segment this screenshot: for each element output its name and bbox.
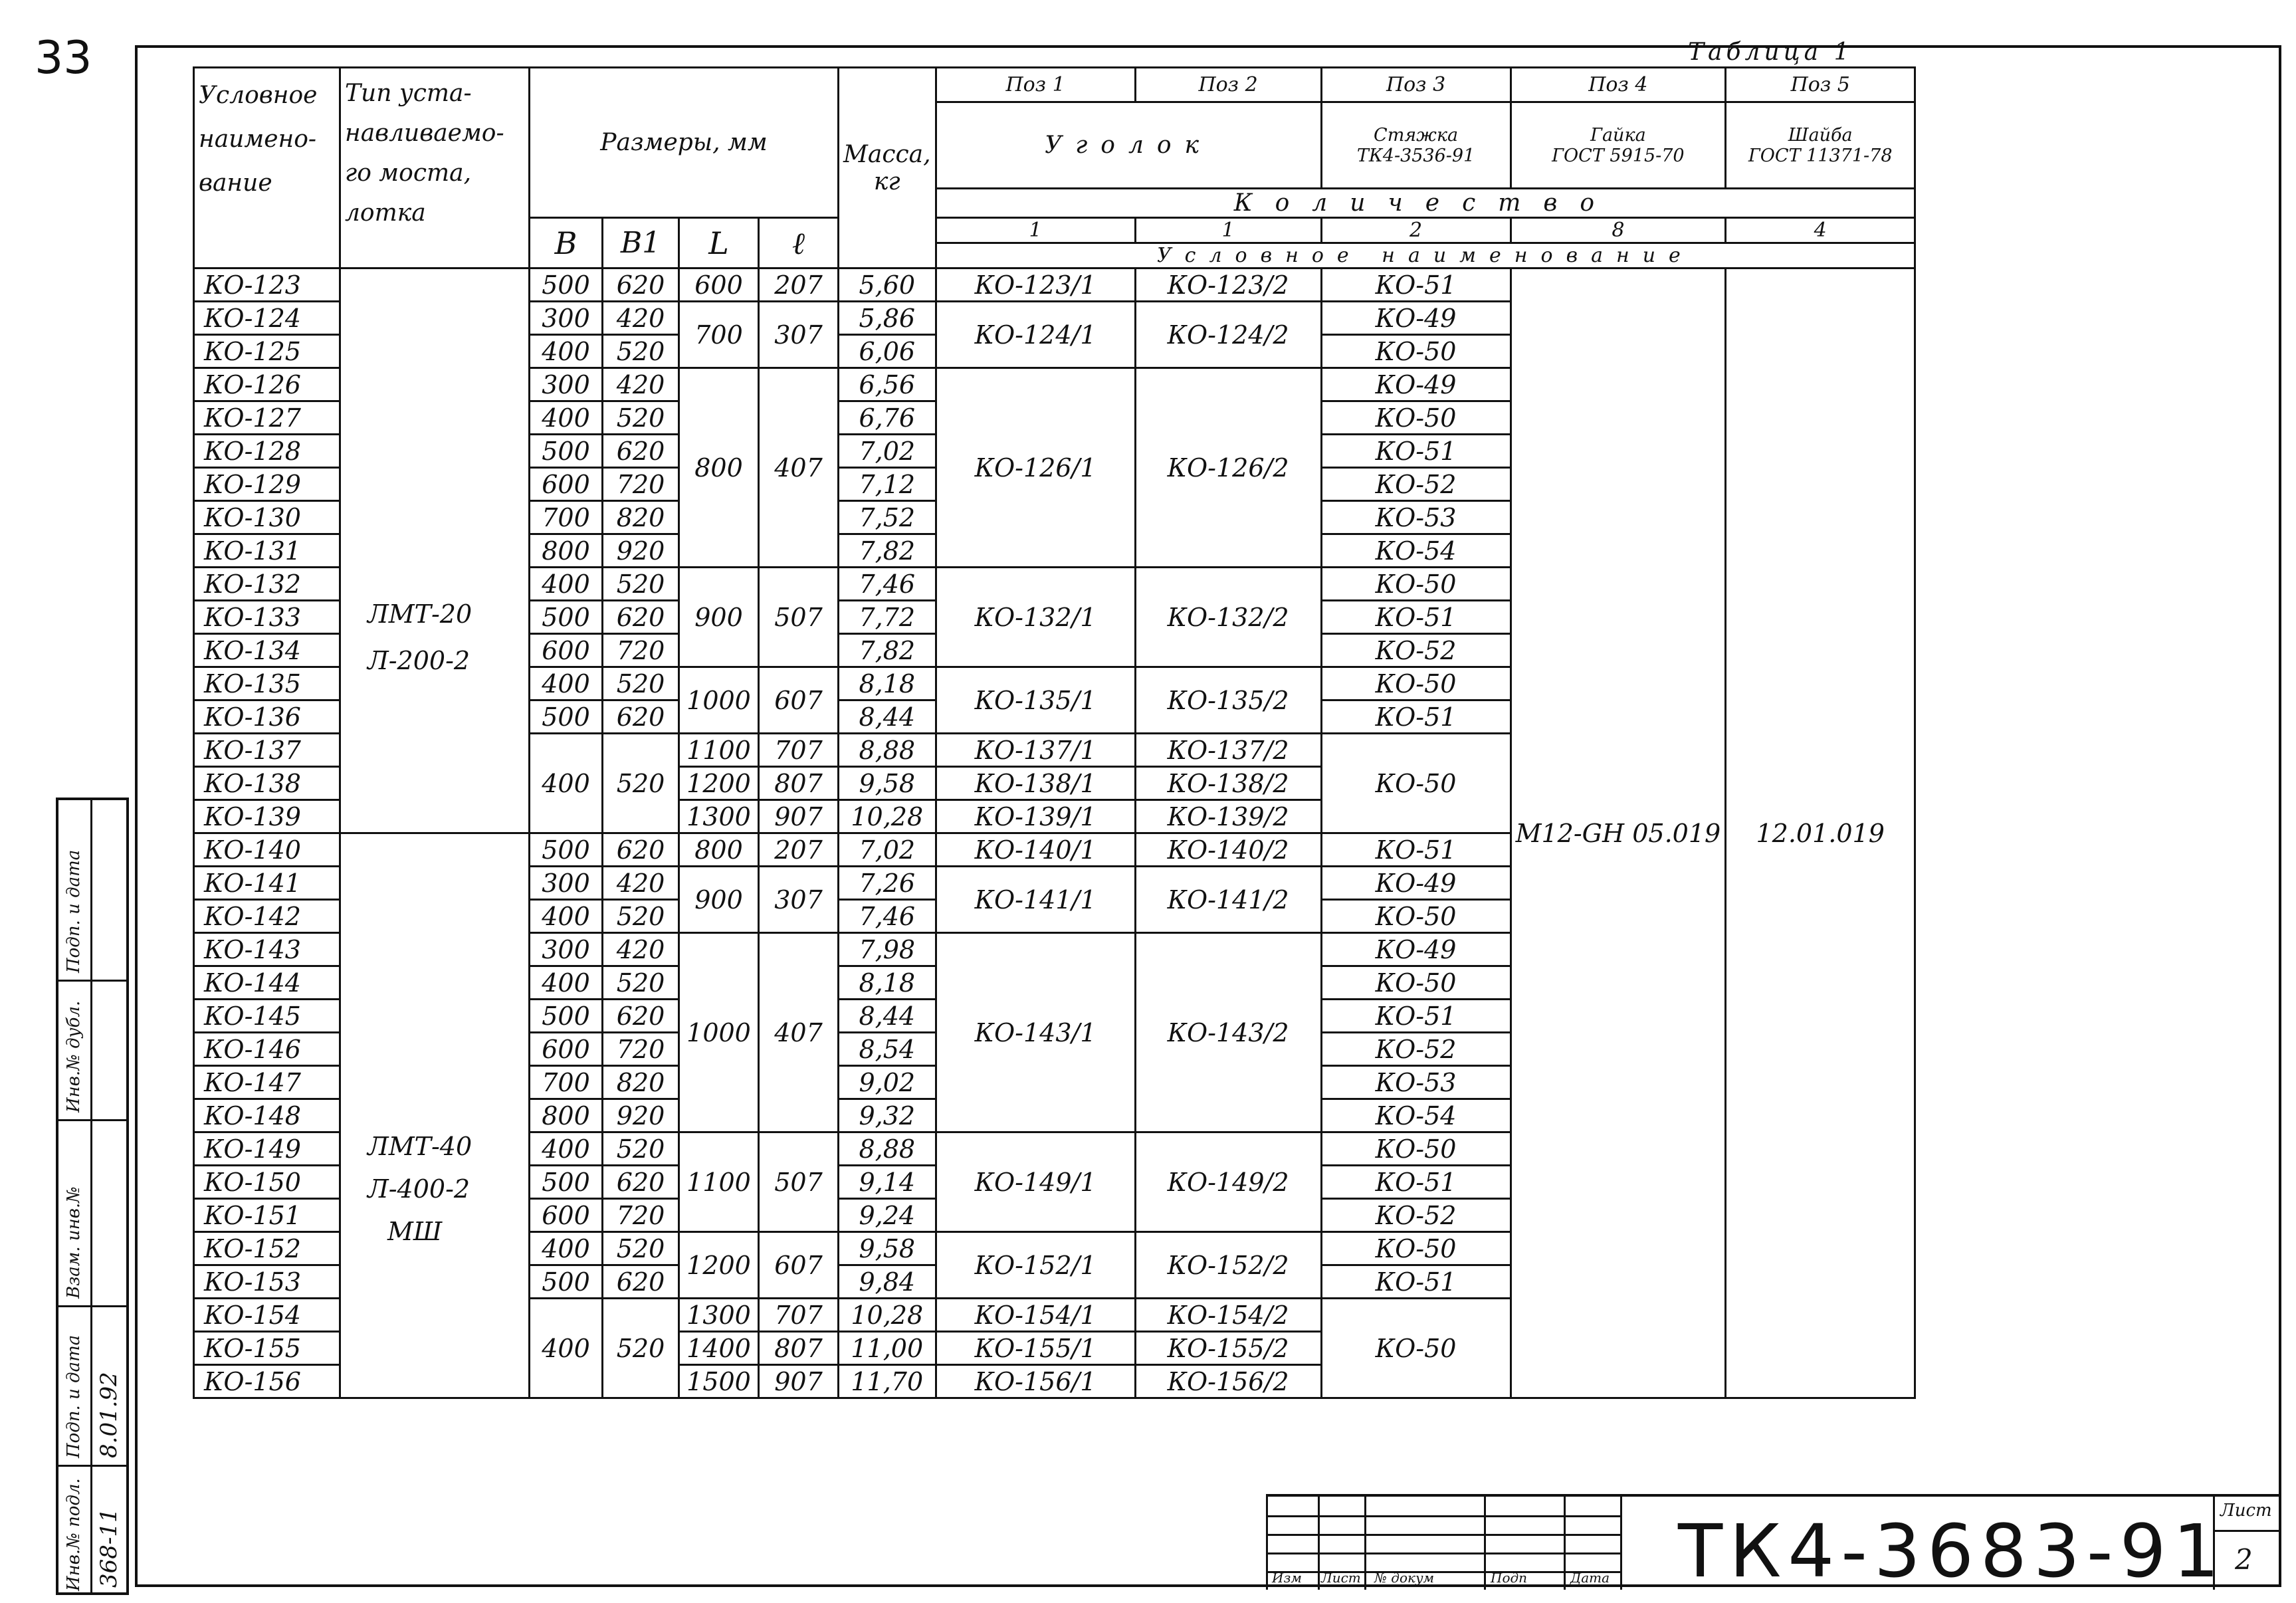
table-cell: КО-148	[194, 1099, 340, 1132]
table-cell: 7,26	[839, 867, 936, 900]
table-cell: 300	[530, 933, 603, 966]
table-cell: 720	[603, 1033, 679, 1066]
table-cell: 8,88	[839, 1132, 936, 1166]
table-cell: 600	[530, 468, 603, 501]
l-header: ℓ	[759, 218, 839, 268]
mass-header: Масса, кг	[839, 68, 936, 268]
table-cell: КО-134	[194, 634, 340, 667]
table-cell: КО-137	[194, 734, 340, 767]
table-cell: КО-124/2	[1135, 302, 1321, 368]
table-cell: 1300	[679, 800, 759, 833]
table-cell: 520	[603, 568, 679, 601]
angle-header: Уголок	[936, 102, 1321, 189]
table-cell: КО-140	[194, 833, 340, 867]
table-cell: КО-50	[1321, 568, 1511, 601]
table-cell: 720	[603, 1199, 679, 1232]
table-cell: 520	[603, 1299, 679, 1398]
table-cell: 520	[603, 734, 679, 833]
table-cell: 600	[679, 268, 759, 302]
table-cell: 400	[530, 1132, 603, 1166]
document-code: ТК4-3683-91	[1678, 1509, 2226, 1594]
table-cell: 507	[759, 1132, 839, 1232]
table-cell: 10,28	[839, 800, 936, 833]
table-cell: КО-124	[194, 302, 340, 335]
type-group-1: ЛМТ-20 Л-200-2	[340, 268, 530, 833]
table-cell: 5,86	[839, 302, 936, 335]
B-header: В	[530, 218, 603, 268]
L-header: L	[679, 218, 759, 268]
table-cell: 420	[603, 302, 679, 335]
table-cell: КО-129	[194, 468, 340, 501]
type-group-2: ЛМТ-40 Л-400-2 МШ	[340, 833, 530, 1398]
table-cell: КО-126/2	[1135, 368, 1321, 568]
table-cell: КО-143/2	[1135, 933, 1321, 1132]
table-row	[194, 268, 1915, 302]
table-cell: 520	[603, 1132, 679, 1166]
side-stamp	[56, 798, 129, 1595]
table-cell: КО-50	[1321, 734, 1511, 833]
table-cell: КО-123/2	[1135, 268, 1321, 302]
table-cell: КО-144	[194, 966, 340, 1000]
q3: 2	[1321, 218, 1511, 243]
table-cell: КО-51	[1321, 1000, 1511, 1033]
table-cell: 800	[679, 833, 759, 867]
table-cell: 207	[759, 268, 839, 302]
table-cell: КО-133	[194, 601, 340, 634]
table-cell: КО-135/1	[936, 667, 1135, 734]
table-cell: 700	[530, 1066, 603, 1099]
table-cell: КО-137/2	[1135, 734, 1321, 767]
table-cell: 7,46	[839, 568, 936, 601]
sheet-number: 2	[2235, 1543, 2253, 1576]
sign-date-label: Подп. и дата	[64, 1335, 84, 1458]
table-cell: 6,76	[839, 401, 936, 435]
table-cell: 620	[603, 435, 679, 468]
table-cell: 9,58	[839, 1232, 936, 1265]
table-cell: 500	[530, 700, 603, 734]
table-cell: 9,32	[839, 1099, 936, 1132]
table-cell: КО-52	[1321, 468, 1511, 501]
pos4-desc: Гайка ГОСТ 5915-70	[1511, 102, 1726, 189]
table-cell: 10,28	[839, 1299, 936, 1332]
table-cell: КО-141/2	[1135, 867, 1321, 933]
table-cell: КО-50	[1321, 1232, 1511, 1265]
table-cell: 820	[603, 501, 679, 534]
table-cell: 8,88	[839, 734, 936, 767]
table-cell: КО-149	[194, 1132, 340, 1166]
table-cell: КО-156/1	[936, 1365, 1135, 1398]
table-cell: 520	[603, 667, 679, 700]
replace-inv-label: Взам. инв.№	[64, 1186, 84, 1299]
table-cell: КО-53	[1321, 1066, 1511, 1099]
table-cell: 300	[530, 302, 603, 335]
table-cell: 1300	[679, 1299, 759, 1332]
table-cell: 400	[530, 568, 603, 601]
table-cell: КО-139	[194, 800, 340, 833]
table-cell: КО-145	[194, 1000, 340, 1033]
table-cell: 607	[759, 1232, 839, 1299]
table-cell: 8,18	[839, 966, 936, 1000]
table-cell: 1500	[679, 1365, 759, 1398]
table-cell: 600	[530, 1033, 603, 1066]
table-cell: 400	[530, 1232, 603, 1265]
sizes-header: Размеры, мм	[530, 68, 839, 218]
type-header: Тип уста- навливаемо- го моста, лотка	[340, 68, 530, 268]
table-cell: 720	[603, 468, 679, 501]
table-cell: 1100	[679, 1132, 759, 1232]
pos1-header: Поз 1	[936, 68, 1135, 102]
table-cell: 920	[603, 534, 679, 568]
table-cell: КО-143/1	[936, 933, 1135, 1132]
table-cell: КО-143	[194, 933, 340, 966]
pos2-header: Поз 2	[1135, 68, 1321, 102]
table-cell: 8,54	[839, 1033, 936, 1066]
table-cell: 1100	[679, 734, 759, 767]
table-cell: КО-50	[1321, 1299, 1511, 1398]
table-cell: 307	[759, 302, 839, 368]
table-cell: КО-140/1	[936, 833, 1135, 867]
table-cell: КО-52	[1321, 1033, 1511, 1066]
pos4-value: М12-GН 05.019	[1511, 268, 1726, 1398]
table-cell: 420	[603, 368, 679, 401]
table-cell: КО-49	[1321, 368, 1511, 401]
table-cell: КО-51	[1321, 268, 1511, 302]
table-cell: КО-51	[1321, 1265, 1511, 1299]
inv-original-label: Инв.№ подл.	[64, 1478, 84, 1591]
title-block: Изм Лист № докум Подп Дата ТК4-3683-91 Лист 2	[1266, 1494, 2281, 1590]
table-cell: 500	[530, 1166, 603, 1199]
table-cell: 920	[603, 1099, 679, 1132]
table-cell: КО-151	[194, 1199, 340, 1232]
table-cell: 520	[603, 335, 679, 368]
quantity-header: Количество	[936, 189, 1915, 218]
table-cell: КО-126	[194, 368, 340, 401]
table-cell: 807	[759, 1332, 839, 1365]
table-cell: 507	[759, 568, 839, 667]
table-cell: КО-138/1	[936, 767, 1135, 800]
table-cell: 1200	[679, 1232, 759, 1299]
condition-name-header: Условное наименование	[936, 243, 1915, 268]
table-cell: 600	[530, 1199, 603, 1232]
table-cell: КО-130	[194, 501, 340, 534]
table-cell: КО-49	[1321, 867, 1511, 900]
table-cell: 500	[530, 833, 603, 867]
table-cell: КО-124/1	[936, 302, 1135, 368]
table-cell: 300	[530, 368, 603, 401]
table-cell: 400	[530, 734, 603, 833]
sign-date-label-2: Подп. и дата	[64, 849, 84, 973]
table-cell: 620	[603, 268, 679, 302]
table-cell: 620	[603, 833, 679, 867]
table-cell: КО-154/2	[1135, 1299, 1321, 1332]
table-cell: 900	[679, 568, 759, 667]
table-cell: 700	[679, 302, 759, 368]
table-cell: 9,24	[839, 1199, 936, 1232]
table-cell: 400	[530, 900, 603, 933]
table-cell: 6,56	[839, 368, 936, 401]
table-cell: 520	[603, 401, 679, 435]
table-cell: КО-50	[1321, 1132, 1511, 1166]
table-cell: 7,12	[839, 468, 936, 501]
table-cell: КО-138/2	[1135, 767, 1321, 800]
table-cell: КО-52	[1321, 634, 1511, 667]
inv-duplicate-label: Инв.№ дубл.	[64, 1000, 84, 1113]
table-cell: 500	[530, 268, 603, 302]
table-cell: 7,72	[839, 601, 936, 634]
table-cell: КО-53	[1321, 501, 1511, 534]
table-cell: КО-147	[194, 1066, 340, 1099]
table-cell: 9,84	[839, 1265, 936, 1299]
sheet-box: Лист 2	[2213, 1497, 2281, 1590]
table-cell: КО-132/2	[1135, 568, 1321, 667]
table-cell: КО-51	[1321, 1166, 1511, 1199]
table-cell: 520	[603, 1232, 679, 1265]
pos3-header: Поз 3	[1321, 68, 1511, 102]
table-cell: КО-138	[194, 767, 340, 800]
table-cell: 400	[530, 1299, 603, 1398]
table-cell: 1000	[679, 667, 759, 734]
table-cell: 7,02	[839, 435, 936, 468]
table-cell: 807	[759, 767, 839, 800]
table-cell: 207	[759, 833, 839, 867]
table-cell: КО-154/1	[936, 1299, 1135, 1332]
table-cell: КО-156	[194, 1365, 340, 1398]
table-cell: 600	[530, 634, 603, 667]
table-cell: КО-51	[1321, 700, 1511, 734]
table-cell: КО-50	[1321, 401, 1511, 435]
table-cell: 7,02	[839, 833, 936, 867]
pos4-header: Поз 4	[1511, 68, 1726, 102]
name-header: Условное наимено- вание	[194, 68, 340, 268]
table-cell: 620	[603, 1265, 679, 1299]
table-cell: КО-140/2	[1135, 833, 1321, 867]
table-cell: КО-136	[194, 700, 340, 734]
table-cell: 7,82	[839, 534, 936, 568]
table-cell: КО-141	[194, 867, 340, 900]
table-cell: КО-51	[1321, 435, 1511, 468]
table-cell: КО-153	[194, 1265, 340, 1299]
table-cell: КО-49	[1321, 302, 1511, 335]
table-cell: КО-49	[1321, 933, 1511, 966]
table-cell: КО-123	[194, 268, 340, 302]
table-cell: КО-132/1	[936, 568, 1135, 667]
table-cell: КО-155/1	[936, 1332, 1135, 1365]
table-cell: 407	[759, 368, 839, 568]
table-cell: 300	[530, 867, 603, 900]
table-cell: 620	[603, 700, 679, 734]
table-cell: КО-152/2	[1135, 1232, 1321, 1299]
table-cell: 400	[530, 335, 603, 368]
table-cell: 700	[530, 501, 603, 534]
table-cell: 9,14	[839, 1166, 936, 1199]
table-cell: 707	[759, 1299, 839, 1332]
table-cell: КО-152	[194, 1232, 340, 1265]
page-number: 33	[35, 32, 92, 84]
table-cell: КО-142	[194, 900, 340, 933]
table-cell: 520	[603, 966, 679, 1000]
table-cell: 620	[603, 1166, 679, 1199]
table-cell: КО-135	[194, 667, 340, 700]
table-cell: КО-54	[1321, 534, 1511, 568]
table-cell: 800	[679, 368, 759, 568]
table-cell: 607	[759, 667, 839, 734]
table-cell: КО-149/1	[936, 1132, 1135, 1232]
table-cell: 500	[530, 1265, 603, 1299]
table-cell: КО-139/2	[1135, 800, 1321, 833]
table-cell: 7,98	[839, 933, 936, 966]
table-cell: 720	[603, 634, 679, 667]
table-cell: 1000	[679, 933, 759, 1132]
table-cell: 420	[603, 933, 679, 966]
table-cell: КО-126/1	[936, 368, 1135, 568]
pos5-desc: Шайба ГОСТ 11371-78	[1726, 102, 1915, 189]
table-cell: 7,46	[839, 900, 936, 933]
table-cell: 707	[759, 734, 839, 767]
table-cell: 8,44	[839, 700, 936, 734]
pos5-header: Поз 5	[1726, 68, 1915, 102]
table-cell: 1200	[679, 767, 759, 800]
table-cell: 800	[530, 1099, 603, 1132]
table-cell: КО-146	[194, 1033, 340, 1066]
table-cell: КО-52	[1321, 1199, 1511, 1232]
table-cell: КО-50	[1321, 900, 1511, 933]
table-caption: Таблица 1	[1688, 39, 1853, 66]
table-cell: КО-50	[1321, 667, 1511, 700]
pos5-value: 12.01.019	[1726, 268, 1915, 1398]
table-cell: КО-51	[1321, 833, 1511, 867]
table-cell: 400	[530, 667, 603, 700]
table-cell: КО-51	[1321, 601, 1511, 634]
table-cell: КО-50	[1321, 335, 1511, 368]
table-cell: 6,06	[839, 335, 936, 368]
table-cell: КО-50	[1321, 966, 1511, 1000]
table-cell: 7,52	[839, 501, 936, 534]
table-cell: 407	[759, 933, 839, 1132]
sign-date-value: 8.01.92	[96, 1372, 122, 1458]
table-cell: 907	[759, 800, 839, 833]
table-cell: КО-154	[194, 1299, 340, 1332]
table-cell: 400	[530, 966, 603, 1000]
table-cell: 500	[530, 1000, 603, 1033]
pos3-desc: Стяжка ТК4-3536-91	[1321, 102, 1511, 189]
table-cell: 520	[603, 900, 679, 933]
table-cell: КО-128	[194, 435, 340, 468]
table-cell: 500	[530, 601, 603, 634]
q4: 8	[1511, 218, 1726, 243]
q5: 4	[1726, 218, 1915, 243]
table-cell: 8,44	[839, 1000, 936, 1033]
B1-header: В1	[603, 218, 679, 268]
table-cell: 8,18	[839, 667, 936, 700]
table-cell: КО-141/1	[936, 867, 1135, 933]
table-cell: КО-155	[194, 1332, 340, 1365]
table-cell: 500	[530, 435, 603, 468]
table-cell: КО-123/1	[936, 268, 1135, 302]
table-cell: 9,02	[839, 1066, 936, 1099]
table-cell: 1400	[679, 1332, 759, 1365]
table-cell: 11,00	[839, 1332, 936, 1365]
table-cell: 7,82	[839, 634, 936, 667]
table-cell: КО-155/2	[1135, 1332, 1321, 1365]
table-cell: КО-156/2	[1135, 1365, 1321, 1398]
table-cell: 5,60	[839, 268, 936, 302]
q2: 1	[1135, 218, 1321, 243]
table-cell: КО-131	[194, 534, 340, 568]
table-cell: КО-132	[194, 568, 340, 601]
table-cell: КО-139/1	[936, 800, 1135, 833]
table-cell: 820	[603, 1066, 679, 1099]
table-cell: КО-137/1	[936, 734, 1135, 767]
table-cell: КО-54	[1321, 1099, 1511, 1132]
table-cell: 620	[603, 1000, 679, 1033]
table-cell: 900	[679, 867, 759, 933]
specification-table	[193, 66, 1916, 1399]
table-cell: 420	[603, 867, 679, 900]
table-cell: 620	[603, 601, 679, 634]
table-cell: КО-152/1	[936, 1232, 1135, 1299]
table-cell: 907	[759, 1365, 839, 1398]
table-cell: КО-135/2	[1135, 667, 1321, 734]
table-cell: КО-127	[194, 401, 340, 435]
table-cell: КО-149/2	[1135, 1132, 1321, 1232]
table-cell: 9,58	[839, 767, 936, 800]
table-cell: КО-150	[194, 1166, 340, 1199]
inv-original-value: 368-11	[96, 1508, 122, 1588]
q1: 1	[936, 218, 1135, 243]
table-cell: 307	[759, 867, 839, 933]
table-cell: 800	[530, 534, 603, 568]
table-cell: 400	[530, 401, 603, 435]
table-cell: КО-125	[194, 335, 340, 368]
table-cell: 11,70	[839, 1365, 936, 1398]
